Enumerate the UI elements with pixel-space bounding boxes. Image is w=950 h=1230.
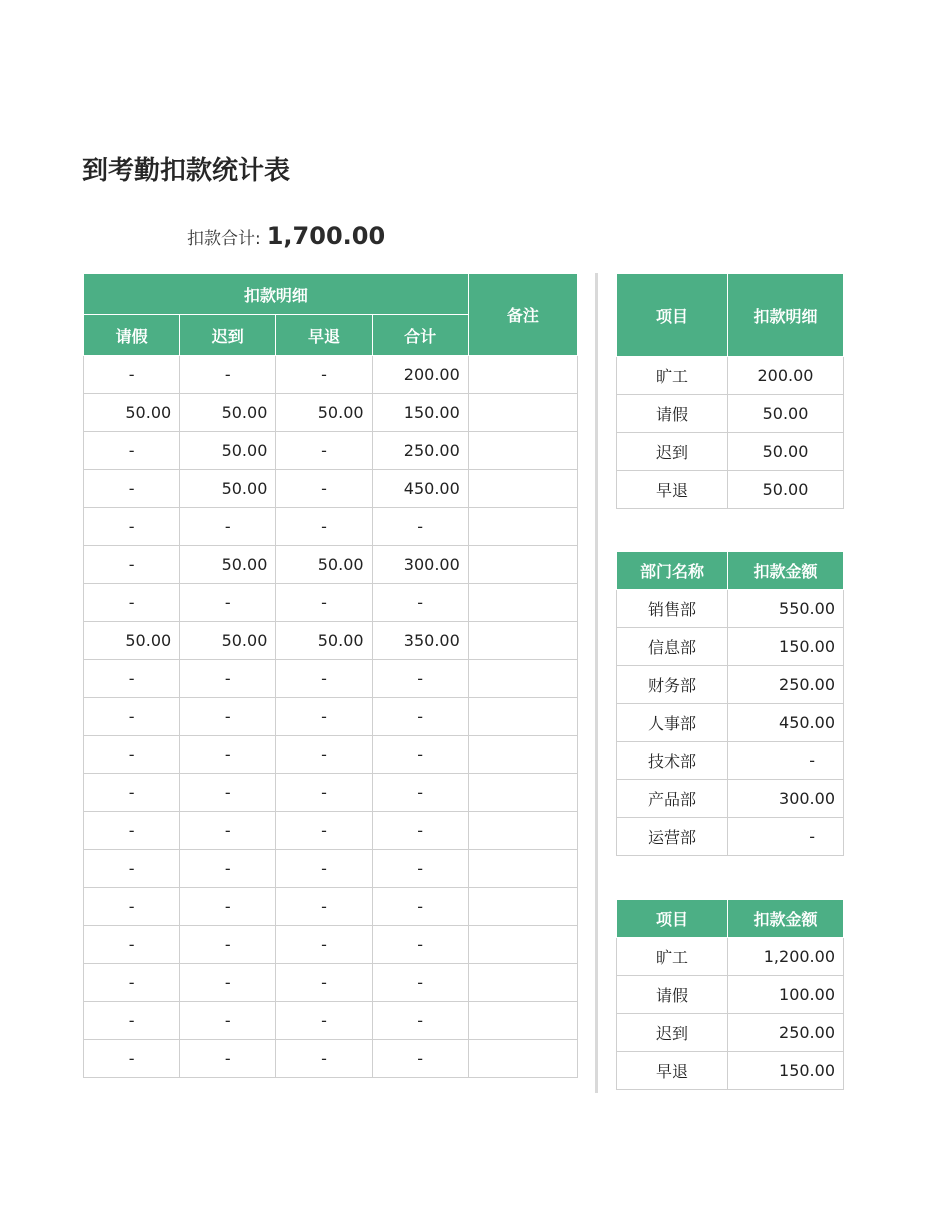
- item-label: 运营部: [617, 818, 728, 856]
- remark-cell: [468, 888, 577, 926]
- table-row: [617, 628, 844, 666]
- table-cell: -: [180, 736, 276, 774]
- table-cell: -: [180, 888, 276, 926]
- table-cell: -: [84, 1040, 180, 1078]
- summary-by-department-table: [616, 551, 844, 856]
- column-header: 扣款金额: [728, 900, 844, 938]
- item-label: 请假: [617, 976, 728, 1014]
- item-label: 人事部: [617, 704, 728, 742]
- table-row: [617, 976, 844, 1014]
- total-summary: [187, 222, 385, 254]
- table-cell: -: [372, 964, 468, 1002]
- table-cell: 300.00: [372, 546, 468, 584]
- amount-cell: 250.00: [728, 666, 844, 704]
- amount-cell: 50.00: [728, 433, 844, 471]
- table-cell: -: [180, 774, 276, 812]
- amount-cell: 50.00: [728, 471, 844, 509]
- remark-cell: [468, 850, 577, 888]
- table-cell: -: [84, 698, 180, 736]
- table-cell: -: [276, 698, 372, 736]
- table-cell: -: [84, 508, 180, 546]
- table-cell: -: [180, 508, 276, 546]
- table-cell: -: [84, 660, 180, 698]
- table-row: [84, 964, 578, 1002]
- total-label: 扣款合计:: [187, 229, 261, 249]
- remark-cell: [468, 508, 577, 546]
- table-cell: -: [372, 508, 468, 546]
- table-row: [617, 395, 844, 433]
- item-label: 早退: [617, 471, 728, 509]
- amount-cell: 250.00: [728, 1014, 844, 1052]
- table-cell: -: [180, 964, 276, 1002]
- table-row: [84, 1002, 578, 1040]
- table-cell: -: [276, 1040, 372, 1078]
- table-row: [84, 432, 578, 470]
- table-row: [617, 433, 844, 471]
- table-row: [617, 1052, 844, 1090]
- table-row: [84, 394, 578, 432]
- table-row: [617, 818, 844, 856]
- table-cell: -: [84, 584, 180, 622]
- amount-cell: -: [728, 742, 844, 780]
- table-cell: 50.00: [180, 394, 276, 432]
- amount-cell: 550.00: [728, 590, 844, 628]
- summary-amount-table: [616, 899, 844, 1090]
- table-cell: -: [180, 584, 276, 622]
- table-row: [617, 780, 844, 818]
- amount-cell: -: [728, 818, 844, 856]
- table-row: [84, 584, 578, 622]
- table-cell: -: [180, 850, 276, 888]
- table-cell: -: [180, 1002, 276, 1040]
- amount-cell: 150.00: [728, 1052, 844, 1090]
- remark-cell: [468, 622, 577, 660]
- table-cell: -: [84, 774, 180, 812]
- table-cell: -: [180, 698, 276, 736]
- table-row: [617, 471, 844, 509]
- table-cell: -: [276, 356, 372, 394]
- table-row: [84, 812, 578, 850]
- remark-header: 备注: [468, 274, 577, 356]
- table-row: [84, 356, 578, 394]
- remark-cell: [468, 926, 577, 964]
- page-title: 到考勤扣款统计表: [82, 156, 291, 186]
- table-cell: -: [276, 774, 372, 812]
- summary-by-item-table: [616, 273, 844, 509]
- amount-cell: 200.00: [728, 357, 844, 395]
- table-cell: 50.00: [276, 622, 372, 660]
- table-cell: -: [372, 774, 468, 812]
- table-cell: -: [84, 470, 180, 508]
- table-cell: -: [180, 812, 276, 850]
- column-header: 部门名称: [617, 552, 728, 590]
- table-row: [84, 660, 578, 698]
- item-label: 请假: [617, 395, 728, 433]
- table-cell: -: [84, 546, 180, 584]
- amount-cell: 150.00: [728, 628, 844, 666]
- item-label: 信息部: [617, 628, 728, 666]
- item-label: 早退: [617, 1052, 728, 1090]
- remark-cell: [468, 546, 577, 584]
- remark-cell: [468, 1040, 577, 1078]
- amount-cell: 100.00: [728, 976, 844, 1014]
- amount-cell: 1,200.00: [728, 938, 844, 976]
- table-row: [617, 590, 844, 628]
- table-cell: -: [372, 584, 468, 622]
- table-cell: -: [84, 736, 180, 774]
- remark-cell: [468, 660, 577, 698]
- table-cell: -: [180, 660, 276, 698]
- item-label: 迟到: [617, 1014, 728, 1052]
- table-cell: -: [276, 584, 372, 622]
- column-header: 项目: [617, 900, 728, 938]
- item-label: 产品部: [617, 780, 728, 818]
- column-header: 迟到: [180, 315, 276, 356]
- table-cell: -: [372, 850, 468, 888]
- table-cell: -: [84, 850, 180, 888]
- table-cell: 50.00: [180, 432, 276, 470]
- table-cell: -: [372, 736, 468, 774]
- column-header: 扣款金额: [728, 552, 844, 590]
- table-cell: -: [372, 926, 468, 964]
- table-cell: -: [180, 356, 276, 394]
- table-cell: 50.00: [276, 546, 372, 584]
- remark-cell: [468, 394, 577, 432]
- table-cell: -: [84, 356, 180, 394]
- table-cell: -: [372, 660, 468, 698]
- table-cell: -: [372, 1040, 468, 1078]
- table-cell: -: [84, 888, 180, 926]
- column-header: 合计: [372, 315, 468, 356]
- table-cell: -: [276, 850, 372, 888]
- table-cell: -: [372, 1002, 468, 1040]
- table-cell: -: [372, 812, 468, 850]
- table-row: [617, 1014, 844, 1052]
- table-row: [617, 666, 844, 704]
- table-row: [617, 742, 844, 780]
- item-label: 旷工: [617, 938, 728, 976]
- table-row: [84, 774, 578, 812]
- table-row: [84, 622, 578, 660]
- table-cell: -: [276, 470, 372, 508]
- table-row: [84, 850, 578, 888]
- table-cell: -: [84, 812, 180, 850]
- table-cell: 50.00: [180, 622, 276, 660]
- table-cell: -: [84, 964, 180, 1002]
- remark-cell: [468, 584, 577, 622]
- table-cell: -: [84, 926, 180, 964]
- table-cell: 350.00: [372, 622, 468, 660]
- remark-cell: [468, 432, 577, 470]
- remark-cell: [468, 736, 577, 774]
- item-label: 旷工: [617, 357, 728, 395]
- item-label: 迟到: [617, 433, 728, 471]
- table-cell: 50.00: [180, 546, 276, 584]
- table-row: [617, 938, 844, 976]
- table-cell: 150.00: [372, 394, 468, 432]
- amount-cell: 450.00: [728, 704, 844, 742]
- table-row: [617, 704, 844, 742]
- table-cell: -: [84, 1002, 180, 1040]
- table-cell: 50.00: [84, 394, 180, 432]
- remark-cell: [468, 470, 577, 508]
- column-header: 早退: [276, 315, 372, 356]
- table-row: [84, 546, 578, 584]
- column-divider: [595, 273, 598, 1093]
- group-header: 扣款明细: [84, 274, 469, 315]
- remark-cell: [468, 356, 577, 394]
- table-cell: -: [276, 1002, 372, 1040]
- deduction-detail-table: [83, 273, 578, 1078]
- table-cell: 50.00: [276, 394, 372, 432]
- table-cell: -: [276, 888, 372, 926]
- amount-cell: 50.00: [728, 395, 844, 433]
- column-header: 扣款明细: [728, 274, 844, 357]
- item-label: 技术部: [617, 742, 728, 780]
- table-row: [84, 508, 578, 546]
- table-cell: -: [180, 1040, 276, 1078]
- table-cell: -: [276, 812, 372, 850]
- table-cell: 450.00: [372, 470, 468, 508]
- table-cell: -: [276, 736, 372, 774]
- remark-cell: [468, 1002, 577, 1040]
- table-cell: -: [276, 660, 372, 698]
- column-header: 请假: [84, 315, 180, 356]
- table-row: [84, 888, 578, 926]
- item-label: 销售部: [617, 590, 728, 628]
- remark-cell: [468, 698, 577, 736]
- table-row: [84, 736, 578, 774]
- amount-cell: 300.00: [728, 780, 844, 818]
- table-cell: -: [276, 964, 372, 1002]
- table-cell: -: [372, 888, 468, 926]
- total-value: 1,700.00: [266, 222, 386, 250]
- table-row: [84, 698, 578, 736]
- table-cell: -: [372, 698, 468, 736]
- table-cell: -: [276, 926, 372, 964]
- table-row: [84, 1040, 578, 1078]
- table-cell: -: [84, 432, 180, 470]
- table-cell: -: [276, 432, 372, 470]
- column-header: 项目: [617, 274, 728, 357]
- table-cell: -: [180, 926, 276, 964]
- remark-cell: [468, 812, 577, 850]
- table-cell: -: [276, 508, 372, 546]
- table-row: [617, 357, 844, 395]
- table-cell: 250.00: [372, 432, 468, 470]
- remark-cell: [468, 964, 577, 1002]
- remark-cell: [468, 774, 577, 812]
- table-cell: 50.00: [180, 470, 276, 508]
- table-row: [84, 926, 578, 964]
- table-cell: 50.00: [84, 622, 180, 660]
- item-label: 财务部: [617, 666, 728, 704]
- table-cell: 200.00: [372, 356, 468, 394]
- table-row: [84, 470, 578, 508]
